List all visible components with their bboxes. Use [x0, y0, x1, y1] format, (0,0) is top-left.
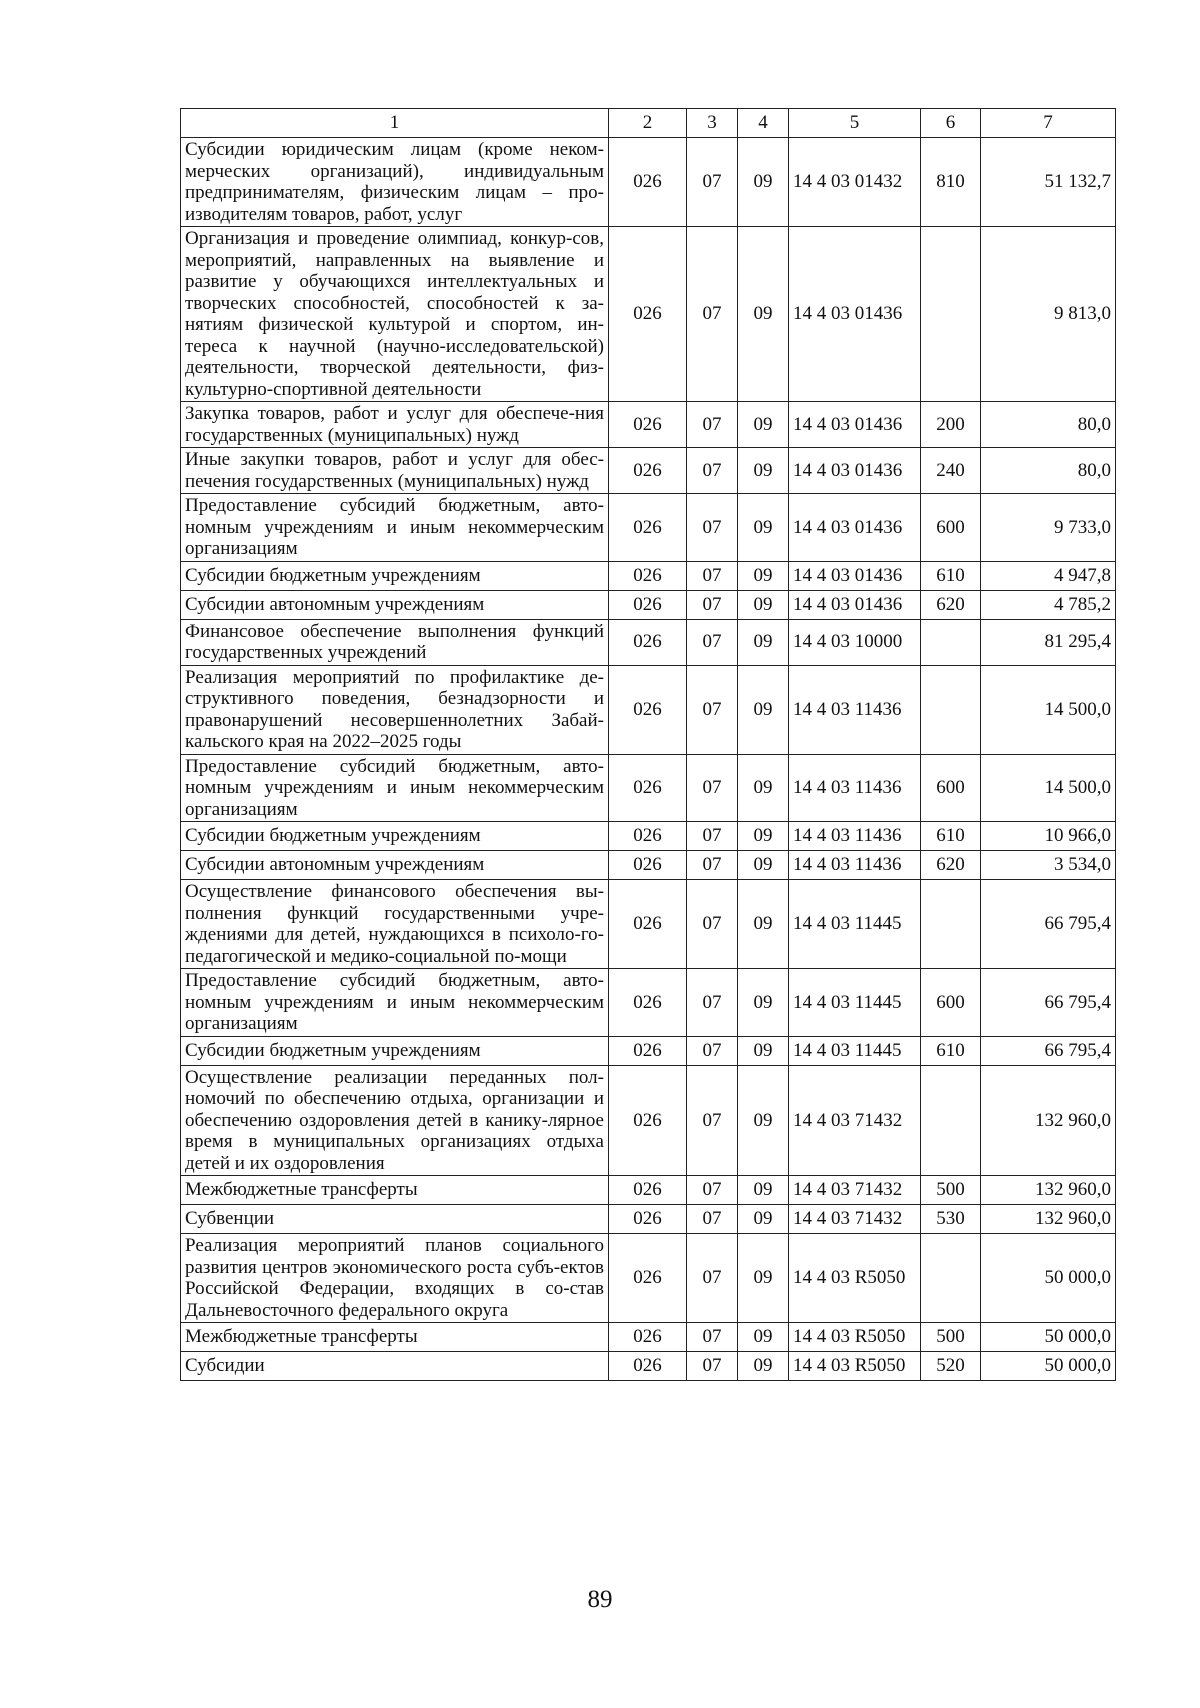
- row-name-cell: Реализация мероприятий по профилактике де-структивного поведения, безнадзорности и правонарушений несовершеннолетних Забай-кальского края на 2022–2025 годы: [181, 665, 609, 754]
- row-name-cell: Финансовое обеспечение выполнения функций государственных учреждений: [181, 619, 609, 665]
- row-name-cell: Осуществление реализации переданных пол-номочий по обеспечению отдыха, организации и обеспечению оздоровления детей в канику-лярное время в муниципальных организациях отдыха детей и их оздоровления: [181, 1065, 609, 1176]
- section-cell: 07: [687, 880, 738, 969]
- subsection-cell: 09: [738, 402, 789, 448]
- table-row: [181, 1234, 1116, 1323]
- target-article-cell: 14 4 03 11436: [789, 851, 921, 880]
- row-name-cell: Субсидии автономным учреждениям: [181, 590, 609, 619]
- column-header: 3: [687, 109, 738, 138]
- subsection-cell: 09: [738, 1036, 789, 1065]
- subsection-cell: 09: [738, 851, 789, 880]
- amount-cell: 81 295,4: [981, 619, 1116, 665]
- target-article-cell: 14 4 03 11436: [789, 754, 921, 822]
- expense-type-cell: 600: [921, 969, 981, 1037]
- expense-type-cell: 530: [921, 1205, 981, 1234]
- target-article-cell: 14 4 03 01436: [789, 402, 921, 448]
- grbs-cell: 026: [609, 969, 687, 1037]
- grbs-cell: 026: [609, 880, 687, 969]
- table-row: [181, 1323, 1116, 1352]
- row-name-cell: Закупка товаров, работ и услуг для обеспече-ния государственных (муниципальных) нужд: [181, 402, 609, 448]
- subsection-cell: 09: [738, 1323, 789, 1352]
- expense-type-cell: [921, 1065, 981, 1176]
- grbs-cell: 026: [609, 448, 687, 494]
- subsection-cell: 09: [738, 754, 789, 822]
- target-article-cell: 14 4 03 01436: [789, 561, 921, 590]
- table-row: [181, 1352, 1116, 1381]
- grbs-cell: 026: [609, 227, 687, 402]
- subsection-cell: 09: [738, 1065, 789, 1176]
- amount-cell: 132 960,0: [981, 1205, 1116, 1234]
- table-body: [181, 138, 1116, 1381]
- target-article-cell: 14 4 03 11436: [789, 665, 921, 754]
- amount-cell: 66 795,4: [981, 880, 1116, 969]
- row-name-cell: Предоставление субсидий бюджетным, авто-номным учреждениям и иным некоммерческим организациям: [181, 754, 609, 822]
- row-name-cell: Субсидии бюджетным учреждениям: [181, 822, 609, 851]
- grbs-cell: 026: [609, 1036, 687, 1065]
- table-row: [181, 851, 1116, 880]
- table-row: [181, 402, 1116, 448]
- amount-cell: 50 000,0: [981, 1352, 1116, 1381]
- grbs-cell: 026: [609, 1234, 687, 1323]
- grbs-cell: 026: [609, 665, 687, 754]
- row-name-cell: Субсидии юридическим лицам (кроме неком-мерческих организаций), индивидуальным предпринимателям, физическим лицам – про-изводителям товаров, работ, услуг: [181, 138, 609, 227]
- column-header: 5: [789, 109, 921, 138]
- subsection-cell: 09: [738, 1176, 789, 1205]
- table-row: [181, 619, 1116, 665]
- table-row: [181, 1176, 1116, 1205]
- expense-type-cell: [921, 619, 981, 665]
- expense-type-cell: 610: [921, 1036, 981, 1065]
- grbs-cell: 026: [609, 822, 687, 851]
- table-row: [181, 665, 1116, 754]
- amount-cell: 4 785,2: [981, 590, 1116, 619]
- section-cell: 07: [687, 402, 738, 448]
- amount-cell: 66 795,4: [981, 1036, 1116, 1065]
- subsection-cell: 09: [738, 1234, 789, 1323]
- section-cell: 07: [687, 494, 738, 562]
- column-header: 1: [181, 109, 609, 138]
- section-cell: 07: [687, 590, 738, 619]
- expense-type-cell: [921, 1234, 981, 1323]
- column-header: 7: [981, 109, 1116, 138]
- amount-cell: 10 966,0: [981, 822, 1116, 851]
- subsection-cell: 09: [738, 880, 789, 969]
- section-cell: 07: [687, 561, 738, 590]
- table-row: [181, 227, 1116, 402]
- row-name-cell: Организация и проведение олимпиад, конкур-сов, мероприятий, направленных на выявление и развитие у обучающихся интеллектуальных и творческих способностей, способностей к за-нятиям физической культурой и спортом, ин-тереса к научной (научно-исследовательской) деятельности, творческой деятельности, физ-культурно-спортивной деятельности: [181, 227, 609, 402]
- grbs-cell: 026: [609, 1323, 687, 1352]
- grbs-cell: 026: [609, 561, 687, 590]
- subsection-cell: 09: [738, 494, 789, 562]
- page-number: 89: [587, 1586, 613, 1613]
- amount-cell: 132 960,0: [981, 1176, 1116, 1205]
- amount-cell: 9 813,0: [981, 227, 1116, 402]
- target-article-cell: 14 4 03 71432: [789, 1065, 921, 1176]
- expense-type-cell: [921, 665, 981, 754]
- section-cell: 07: [687, 138, 738, 227]
- target-article-cell: 14 4 03 11445: [789, 880, 921, 969]
- target-article-cell: 14 4 03 01436: [789, 227, 921, 402]
- grbs-cell: 026: [609, 1065, 687, 1176]
- grbs-cell: 026: [609, 851, 687, 880]
- row-name-cell: Предоставление субсидий бюджетным, авто-номным учреждениям и иным некоммерческим организациям: [181, 969, 609, 1037]
- target-article-cell: 14 4 03 11445: [789, 969, 921, 1037]
- section-cell: 07: [687, 822, 738, 851]
- row-name-cell: Субвенции: [181, 1205, 609, 1234]
- expense-type-cell: 200: [921, 402, 981, 448]
- row-name-cell: Субсидии автономным учреждениям: [181, 851, 609, 880]
- target-article-cell: 14 4 03 R5050: [789, 1234, 921, 1323]
- table-row: [181, 590, 1116, 619]
- budget-table: [180, 108, 1116, 1381]
- row-name-cell: Реализация мероприятий планов социального развития центров экономического роста субъ-ектов Российской Федерации, входящих в со-став Дальневосточного федерального округа: [181, 1234, 609, 1323]
- subsection-cell: 09: [738, 665, 789, 754]
- expense-type-cell: 600: [921, 494, 981, 562]
- grbs-cell: 026: [609, 754, 687, 822]
- section-cell: 07: [687, 1352, 738, 1381]
- table-row: [181, 494, 1116, 562]
- amount-cell: 14 500,0: [981, 754, 1116, 822]
- column-header: 6: [921, 109, 981, 138]
- row-name-cell: Иные закупки товаров, работ и услуг для обес-печения государственных (муниципальных) нужд: [181, 448, 609, 494]
- subsection-cell: 09: [738, 138, 789, 227]
- amount-cell: 3 534,0: [981, 851, 1116, 880]
- target-article-cell: 14 4 03 01436: [789, 590, 921, 619]
- section-cell: 07: [687, 1176, 738, 1205]
- amount-cell: 9 733,0: [981, 494, 1116, 562]
- target-article-cell: 14 4 03 11445: [789, 1036, 921, 1065]
- amount-cell: 66 795,4: [981, 969, 1116, 1037]
- section-cell: 07: [687, 1065, 738, 1176]
- target-article-cell: 14 4 03 71432: [789, 1205, 921, 1234]
- grbs-cell: 026: [609, 402, 687, 448]
- amount-cell: 4 947,8: [981, 561, 1116, 590]
- expense-type-cell: [921, 227, 981, 402]
- grbs-cell: 026: [609, 1176, 687, 1205]
- table-row: [181, 1036, 1116, 1065]
- table-row: [181, 822, 1116, 851]
- amount-cell: 80,0: [981, 402, 1116, 448]
- row-name-cell: Межбюджетные трансферты: [181, 1323, 609, 1352]
- amount-cell: 50 000,0: [981, 1234, 1116, 1323]
- subsection-cell: 09: [738, 969, 789, 1037]
- table-header-row: [181, 109, 1116, 138]
- grbs-cell: 026: [609, 494, 687, 562]
- row-name-cell: Осуществление финансового обеспечения вы-полнения функций государственными учре-ждениями для детей, нуждающихся в психоло-го-педагогической и медико-социальной по-мощи: [181, 880, 609, 969]
- target-article-cell: 14 4 03 R5050: [789, 1352, 921, 1381]
- target-article-cell: 14 4 03 R5050: [789, 1323, 921, 1352]
- section-cell: 07: [687, 754, 738, 822]
- grbs-cell: 026: [609, 1205, 687, 1234]
- expense-type-cell: 240: [921, 448, 981, 494]
- amount-cell: 132 960,0: [981, 1065, 1116, 1176]
- subsection-cell: 09: [738, 227, 789, 402]
- target-article-cell: 14 4 03 01432: [789, 138, 921, 227]
- grbs-cell: 026: [609, 619, 687, 665]
- section-cell: 07: [687, 851, 738, 880]
- grbs-cell: 026: [609, 1352, 687, 1381]
- expense-type-cell: [921, 880, 981, 969]
- target-article-cell: 14 4 03 71432: [789, 1176, 921, 1205]
- section-cell: 07: [687, 1234, 738, 1323]
- amount-cell: 80,0: [981, 448, 1116, 494]
- subsection-cell: 09: [738, 822, 789, 851]
- table-row: [181, 1065, 1116, 1176]
- target-article-cell: 14 4 03 01436: [789, 448, 921, 494]
- target-article-cell: 14 4 03 01436: [789, 494, 921, 562]
- section-cell: 07: [687, 1323, 738, 1352]
- grbs-cell: 026: [609, 138, 687, 227]
- table-row: [181, 138, 1116, 227]
- section-cell: 07: [687, 1205, 738, 1234]
- table-row: [181, 754, 1116, 822]
- row-name-cell: Субсидии: [181, 1352, 609, 1381]
- subsection-cell: 09: [738, 448, 789, 494]
- subsection-cell: 09: [738, 1352, 789, 1381]
- table-row: [181, 880, 1116, 969]
- subsection-cell: 09: [738, 561, 789, 590]
- target-article-cell: 14 4 03 10000: [789, 619, 921, 665]
- section-cell: 07: [687, 1036, 738, 1065]
- expense-type-cell: 810: [921, 138, 981, 227]
- section-cell: 07: [687, 969, 738, 1037]
- subsection-cell: 09: [738, 590, 789, 619]
- grbs-cell: 026: [609, 590, 687, 619]
- table-row: [181, 969, 1116, 1037]
- row-name-cell: Субсидии бюджетным учреждениям: [181, 1036, 609, 1065]
- column-header: 4: [738, 109, 789, 138]
- row-name-cell: Межбюджетные трансферты: [181, 1176, 609, 1205]
- section-cell: 07: [687, 227, 738, 402]
- subsection-cell: 09: [738, 1205, 789, 1234]
- column-header: 2: [609, 109, 687, 138]
- expense-type-cell: 500: [921, 1176, 981, 1205]
- amount-cell: 50 000,0: [981, 1323, 1116, 1352]
- amount-cell: 14 500,0: [981, 665, 1116, 754]
- subsection-cell: 09: [738, 619, 789, 665]
- expense-type-cell: 520: [921, 1352, 981, 1381]
- expense-type-cell: 500: [921, 1323, 981, 1352]
- table-row: [181, 448, 1116, 494]
- expense-type-cell: 620: [921, 590, 981, 619]
- section-cell: 07: [687, 619, 738, 665]
- section-cell: 07: [687, 665, 738, 754]
- table-row: [181, 561, 1116, 590]
- target-article-cell: 14 4 03 11436: [789, 822, 921, 851]
- row-name-cell: Предоставление субсидий бюджетным, авто-номным учреждениям и иным некоммерческим организациям: [181, 494, 609, 562]
- expense-type-cell: 620: [921, 851, 981, 880]
- expense-type-cell: 600: [921, 754, 981, 822]
- expense-type-cell: 610: [921, 822, 981, 851]
- section-cell: 07: [687, 448, 738, 494]
- table-row: [181, 1205, 1116, 1234]
- amount-cell: 51 132,7: [981, 138, 1116, 227]
- expense-type-cell: 610: [921, 561, 981, 590]
- row-name-cell: Субсидии бюджетным учреждениям: [181, 561, 609, 590]
